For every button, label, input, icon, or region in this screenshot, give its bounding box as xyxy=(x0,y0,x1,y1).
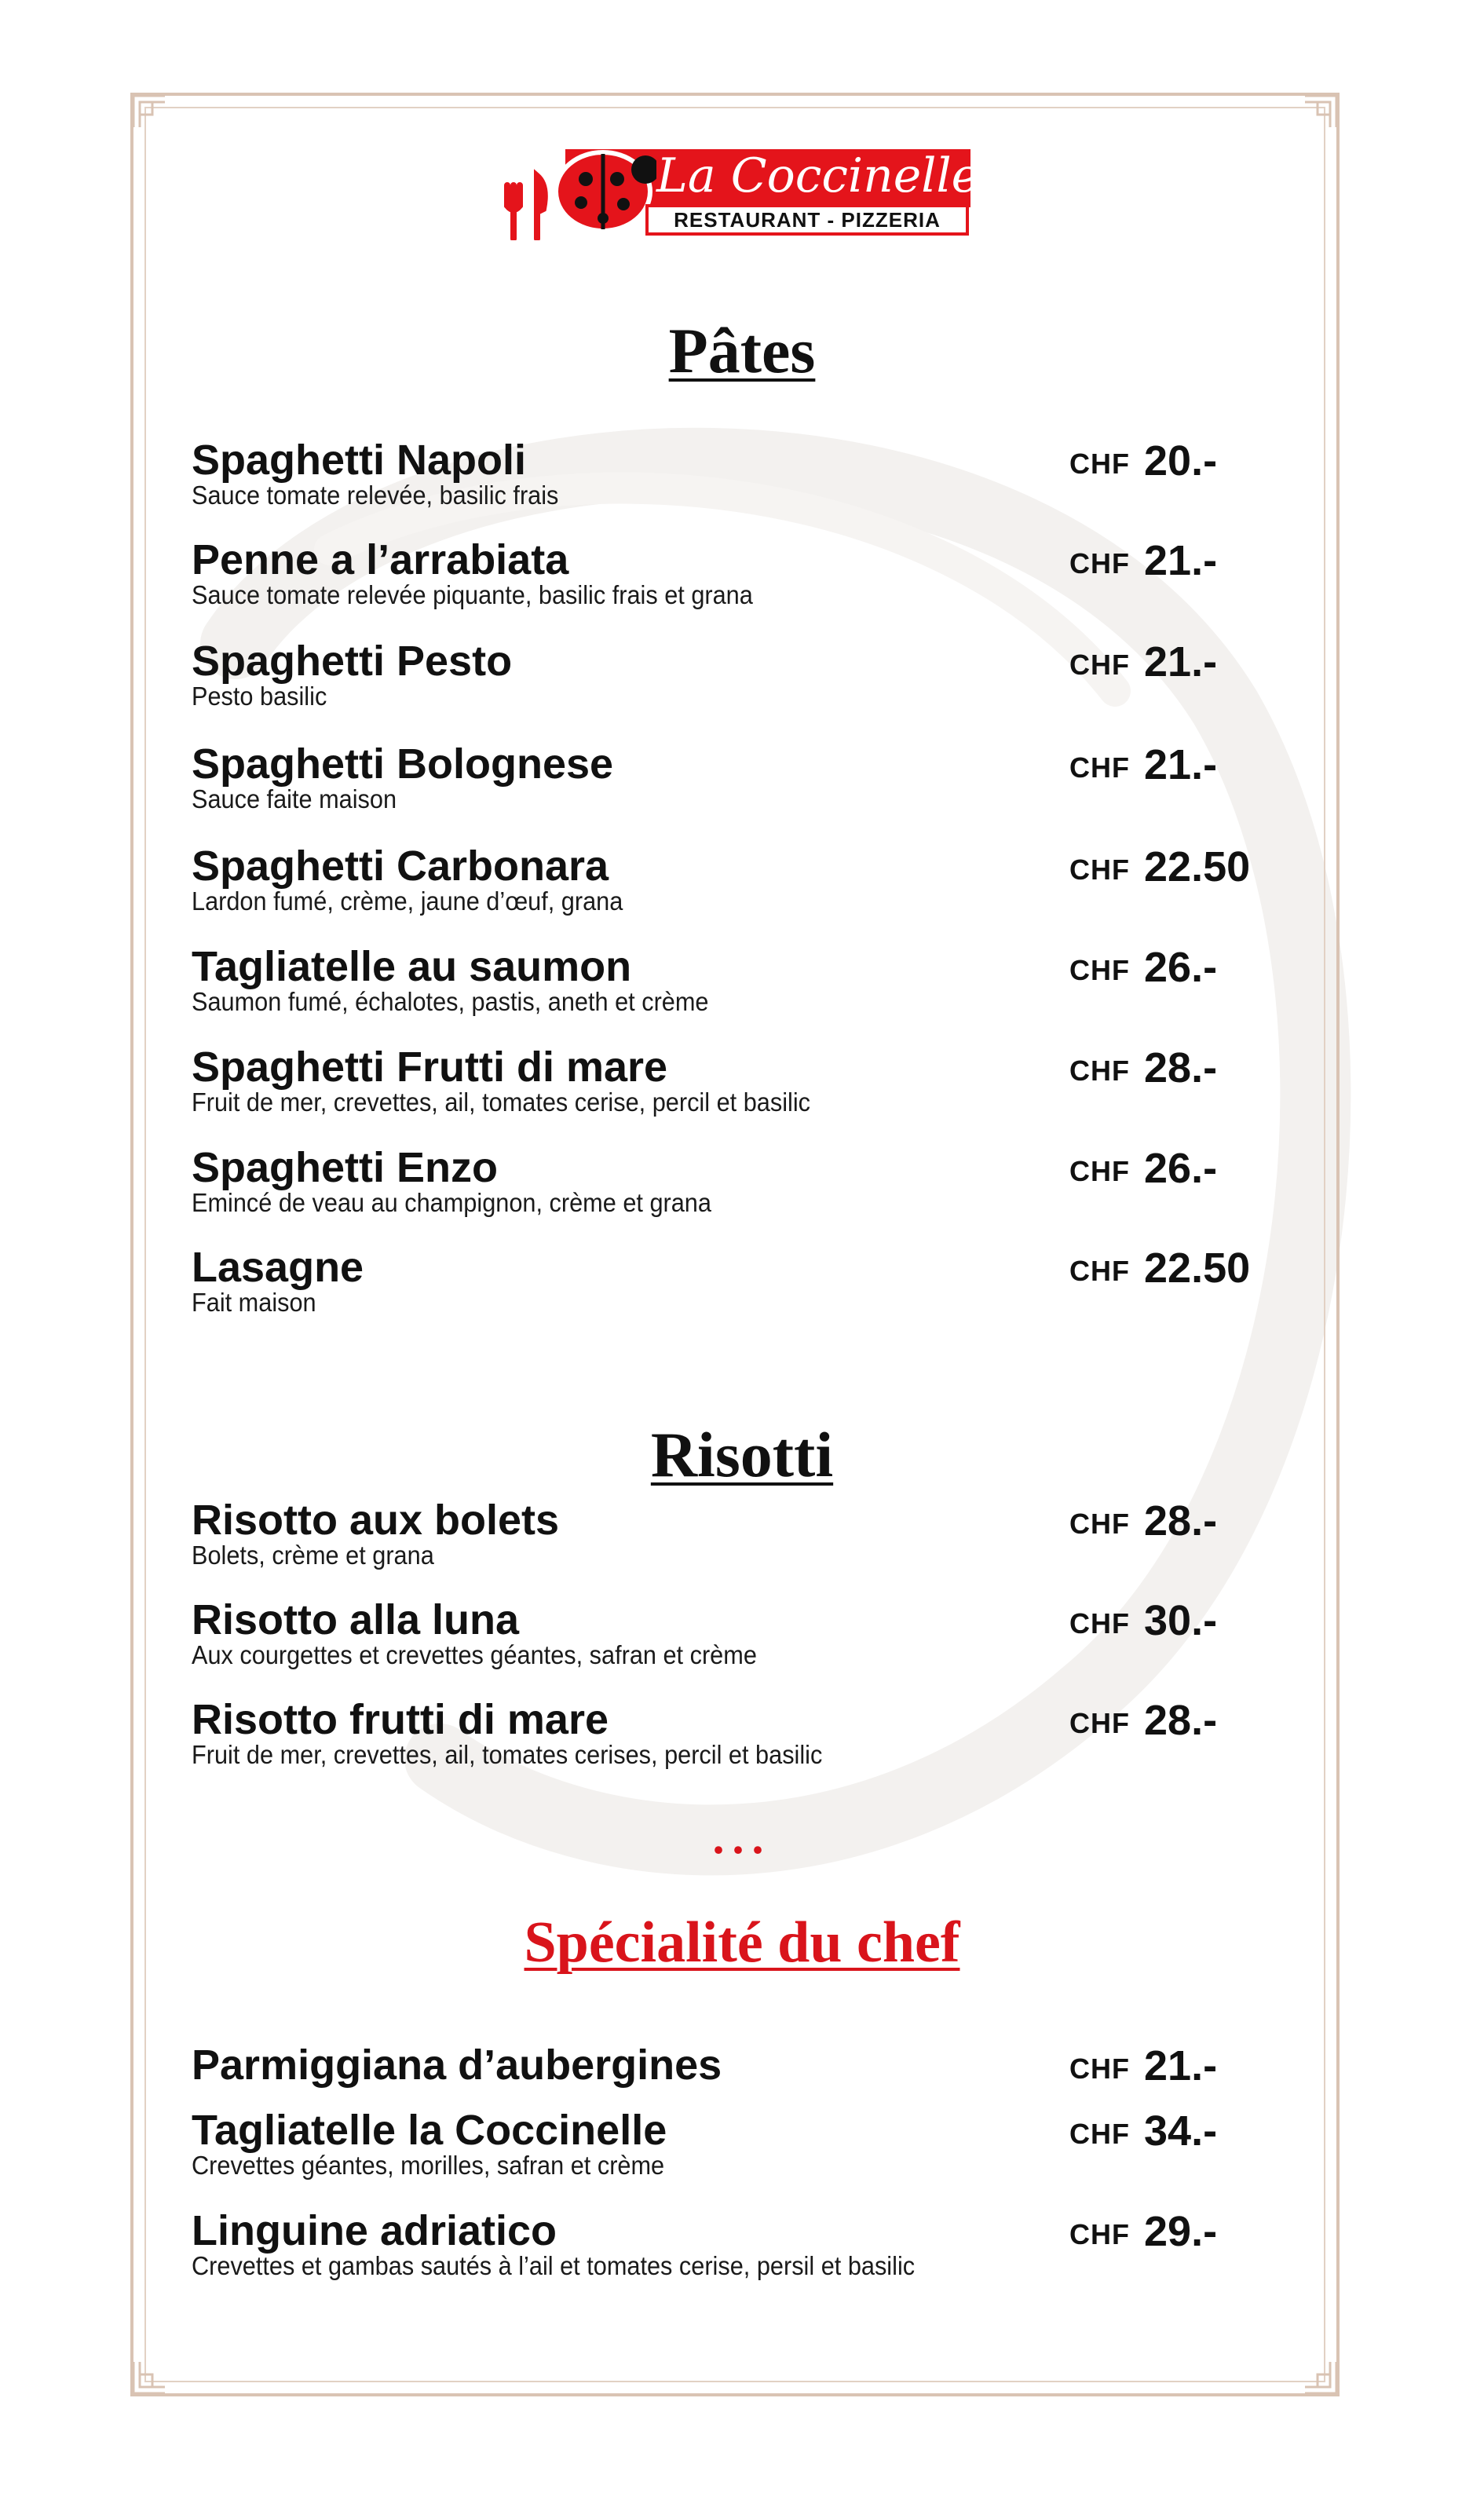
currency-label: CHF xyxy=(1069,2218,1130,2250)
logo-subtitle: RESTAURANT - PIZZERIA xyxy=(674,208,941,232)
section-heading-pates: Pâtes xyxy=(668,315,816,386)
item-price xyxy=(1069,1144,1217,1193)
item-name: Risotto alla luna xyxy=(192,1596,520,1643)
price-amount: 26.- xyxy=(1144,1145,1218,1192)
currency-label: CHF xyxy=(1069,854,1130,886)
currency-label: CHF xyxy=(1069,954,1130,986)
currency-label: CHF xyxy=(1069,547,1130,579)
menu-item xyxy=(192,1244,1307,1318)
item-price xyxy=(1069,1696,1217,1745)
price-amount: 21.- xyxy=(1144,638,1218,685)
item-description: Crevettes et gambas sautés à l’ail et tomates cerise, persil et basilic xyxy=(192,2251,916,2280)
item-description: Lardon fumé, crème, jaune d’œuf, grana xyxy=(192,886,623,916)
item-price xyxy=(1069,1497,1217,1545)
currency-label: CHF xyxy=(1069,1707,1130,1739)
price-amount: 21.- xyxy=(1144,537,1218,584)
currency-label: CHF xyxy=(1069,1607,1130,1639)
item-description: Emincé de veau au champignon, crème et grana xyxy=(192,1188,711,1217)
item-price xyxy=(1069,2042,1217,2090)
item-name: Lasagne xyxy=(192,1244,364,1291)
frame-corner-ornament xyxy=(1303,2360,1338,2395)
section-heading-risotti: Risotti xyxy=(650,1419,834,1490)
currency-label: CHF xyxy=(1069,448,1130,480)
menu-item xyxy=(192,943,1307,1017)
item-price xyxy=(1069,2107,1217,2155)
item-description: Sauce tomate relevée, basilic frais xyxy=(192,481,559,510)
currency-label: CHF xyxy=(1069,751,1130,784)
price-amount: 20.- xyxy=(1144,437,1218,484)
item-description: Fruit de mer, crevettes, ail, tomates cerise, percil et basilic xyxy=(192,1088,811,1117)
item-name: Parmiggiana d’aubergines xyxy=(192,2042,722,2089)
currency-label: CHF xyxy=(1069,649,1130,681)
menu-item xyxy=(192,2107,1307,2180)
price-amount: 28.- xyxy=(1144,1044,1218,1091)
price-amount: 21.- xyxy=(1144,741,1218,788)
item-price xyxy=(1069,536,1217,585)
price-amount: 22.50 xyxy=(1144,1245,1251,1292)
frame-corner-ornament xyxy=(132,94,166,129)
item-name: Spaghetti Frutti di mare xyxy=(192,1044,668,1091)
menu-item xyxy=(192,1044,1307,1117)
item-name: Penne a l’arrabiata xyxy=(192,536,569,583)
price-amount: 34.- xyxy=(1144,2107,1218,2155)
item-name: Spaghetti Pesto xyxy=(192,638,513,685)
item-price xyxy=(1069,740,1217,789)
frame-corner-ornament xyxy=(1303,94,1338,129)
logo-name: La Coccinelle xyxy=(656,148,980,203)
item-name: Risotto frutti di mare xyxy=(192,1696,609,1743)
currency-label: CHF xyxy=(1069,1508,1130,1540)
item-price xyxy=(1069,1596,1217,1645)
frame-corner-ornament xyxy=(132,2360,166,2395)
item-description: Aux courgettes et crevettes géantes, safran et crème xyxy=(192,1640,757,1669)
item-price xyxy=(1069,1244,1250,1292)
item-price xyxy=(1069,843,1250,891)
item-description: Sauce faite maison xyxy=(192,784,397,813)
item-description: Saumon fumé, échalotes, pastis, aneth et crème xyxy=(192,987,709,1016)
item-description: Bolets, crème et grana xyxy=(192,1541,434,1570)
menu-item xyxy=(192,1497,1307,1570)
logo-subtitle-box xyxy=(645,204,969,236)
ladybug-cutlery-icon xyxy=(499,138,656,240)
currency-label: CHF xyxy=(1069,1055,1130,1087)
item-price xyxy=(1069,638,1217,686)
item-name: Spaghetti Napoli xyxy=(192,437,527,484)
item-name: Risotto aux bolets xyxy=(192,1497,560,1544)
item-name: Tagliatelle au saumon xyxy=(192,943,632,990)
price-amount: 30.- xyxy=(1144,1597,1218,1644)
item-description: Crevettes géantes, morilles, safran et crème xyxy=(192,2151,665,2180)
price-amount: 28.- xyxy=(1144,1697,1218,1744)
currency-label: CHF xyxy=(1069,1255,1130,1287)
currency-label: CHF xyxy=(1069,2053,1130,2085)
menu-item xyxy=(192,843,1307,916)
price-amount: 21.- xyxy=(1144,2042,1218,2089)
item-description: Pesto basilic xyxy=(192,682,327,711)
item-name: Spaghetti Bolognese xyxy=(192,740,614,788)
menu-item xyxy=(192,2207,1307,2281)
menu-item xyxy=(192,1696,1307,1770)
price-amount: 26.- xyxy=(1144,944,1218,991)
item-description: Fruit de mer, crevettes, ail, tomates cerises, percil et basilic xyxy=(192,1740,823,1769)
item-description: Sauce tomate relevée piquante, basilic frais et grana xyxy=(192,580,753,609)
item-price xyxy=(1069,437,1217,485)
menu-item xyxy=(192,536,1307,610)
section-heading-chef-special: Spécialité du chef xyxy=(524,1910,960,1975)
item-price xyxy=(1069,2207,1217,2256)
item-description: Fait maison xyxy=(192,1288,316,1317)
menu-item xyxy=(192,638,1307,711)
price-amount: 28.- xyxy=(1144,1497,1218,1544)
menu-item xyxy=(192,1144,1307,1218)
menu-item xyxy=(192,740,1307,814)
menu-item xyxy=(192,1596,1307,1670)
price-amount: 22.50 xyxy=(1144,843,1251,890)
menu-item xyxy=(192,2042,1307,2089)
restaurant-logo xyxy=(499,138,980,240)
menu-item xyxy=(192,437,1307,510)
item-name: Tagliatelle la Coccinelle xyxy=(192,2107,667,2154)
item-price xyxy=(1069,943,1217,992)
currency-label: CHF xyxy=(1069,1155,1130,1187)
item-name: Linguine adriatico xyxy=(192,2207,557,2254)
item-name: Spaghetti Enzo xyxy=(192,1144,498,1191)
price-amount: 29.- xyxy=(1144,2208,1218,2255)
currency-label: CHF xyxy=(1069,2118,1130,2150)
item-name: Spaghetti Carbonara xyxy=(192,843,609,890)
section-separator-dots: ... xyxy=(712,1811,772,1863)
item-price xyxy=(1069,1044,1217,1092)
